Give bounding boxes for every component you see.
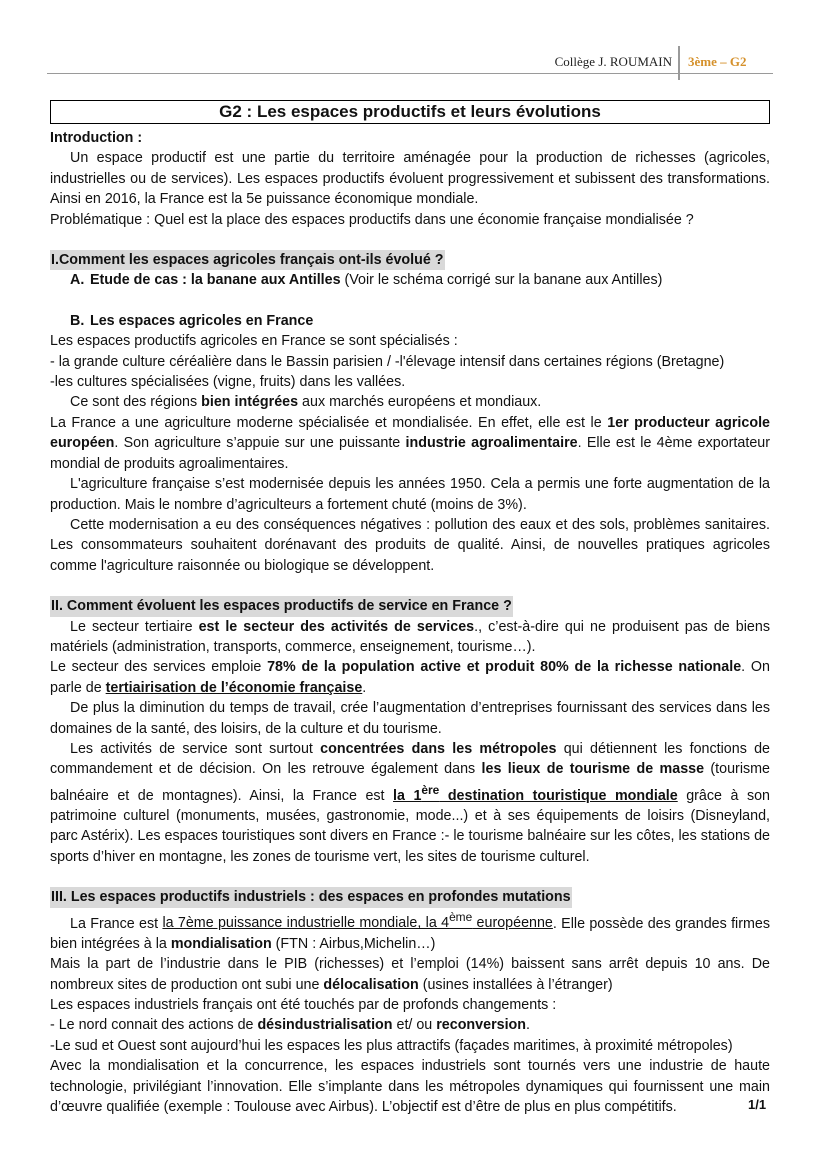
header-divider — [678, 46, 680, 80]
document-body — [50, 100, 770, 1117]
s1-paragraph-6: L'agriculture française s’est modernisée depuis les années 1950. Cela a permis une forte augmentation de la production. Mais le nombre d’agriculteurs a fortement chuté (moins de 3%). — [50, 476, 770, 513]
s3-paragraph-6: Avec la mondialisation et la concurrence, les espaces industriels sont tournés vers une industrie de haute technologie, privilégiant l’innovation. Elle s’implante dans les métropoles dynamiques qui fournissent une main d’œuvre qualifiée (exemple : Toulouse avec Airbus). L’objectif est d’être de plus en plus compétitifs. — [50, 1058, 770, 1115]
s3-line-5: -Le sud et Ouest sont aujourd’hui les espaces les plus attractifs (façades maritimes, à proximité métropoles) — [50, 1037, 733, 1054]
s1-line-3: -les cultures spécialisées (vigne, fruits) dans les vallées. — [50, 374, 406, 391]
s2-paragraph-4: Les activités de service sont surtout concentrées dans les métropoles qui détiennent les fonctions de commandement et de décision. On les retrouve également dans les lieux de tourisme de masse (tourisme balnéaire et de montagnes). Ainsi, la France est la 1ère destination touristique mondiale grâce à son patrimoine culturel (monuments, musées, gastronomie, mode...) et à ses équipements de loisirs (Disneyland, parc Astérix). Les espaces touristiques sont divers en France :- le tourisme balnéaire sur les côtes, les stations de sports d’hiver en montagne, les zones de tourisme vert, les sites de tourisme culturel. — [50, 740, 771, 865]
s3-line-4: - Le nord connait des actions de désindustrialisation et/ ou reconversion. — [50, 1017, 531, 1034]
page-header — [0, 46, 820, 78]
school-name: Collège J. ROUMAIN — [554, 54, 672, 69]
subsection-b: B. Les espaces agricoles en France — [70, 312, 314, 329]
section-2-heading: II. Comment évoluent les espaces productifs de service en France ? — [50, 596, 770, 616]
intro-heading: Introduction : — [50, 130, 143, 146]
s1-line-1: Les espaces productifs agricoles en France se sont spécialisés : — [50, 333, 458, 350]
s1-line-2: - la grande culture céréalière dans le Bassin parisien / -l'élevage intensif dans certaines régions (Bretagne) — [50, 353, 725, 370]
s3-paragraph-2: Mais la part de l’industrie dans le PIB (richesses) et l’emploi (14%) baissent sans arrêt depuis 10 ans. De nombreux sites de production ont subi une délocalisation (usines installées à l’étranger) — [50, 956, 770, 993]
s1-line-4: Ce sont des régions bien intégrées aux marchés européens et mondiaux. — [70, 394, 542, 411]
class-label: 3ème – G2 — [688, 54, 747, 69]
s3-paragraph-1: La France est la 7ème puissance industrielle mondiale, la 4ème européenne. Elle possède des grandes firmes bien intégrées à la mondialisation (FTN : Airbus,Michelin…) — [50, 910, 771, 952]
section-1-heading: I.Comment les espaces agricoles français ont-ils évolué ? — [50, 250, 770, 270]
section-3-heading: III. Les espaces productifs industriels : des espaces en profondes mutations — [50, 887, 770, 907]
intro-paragraph: Un espace productif est une partie du territoire aménagée pour la production de richesses (agricoles, industrielles ou de services). Les espaces productifs évoluent progressivement et subissent des transformations. Ainsi en 2016, la France est la 5e puissance économique mondiale. — [50, 150, 770, 208]
s3-line-3: Les espaces industriels français ont été touchés par de profonds changements : — [50, 996, 557, 1013]
s2-paragraph-2: Le secteur des services emploie 78% de la population active et produit 80% de la richesse nationale. On parle de tertiairisation de l’économie française. — [50, 659, 770, 696]
s2-paragraph-1: Le secteur tertiaire est le secteur des activités de services., c’est-à-dire qui ne produisent pas de biens matériels (administration, transports, commerce, enseignement, tourisme…). — [50, 618, 770, 655]
s2-paragraph-3: De plus la diminution du temps de travail, crée l’augmentation d’entreprises fournissant des services dans les domaines de la santé, des loisirs, de la culture et du tourisme. — [50, 700, 770, 737]
document-title: G2 : Les espaces productifs et leurs évolutions — [50, 100, 770, 124]
header-rule — [47, 73, 773, 74]
s1-paragraph-5: La France a une agriculture moderne spécialisée et mondialisée. En effet, elle est le 1er producteur agricole européen. Son agriculture s’appuie sur une puissante industrie agroalimentaire. Elle est le 4ème exportateur mondial de produits agroalimentaires. — [50, 414, 770, 472]
page-number: 1/1 — [748, 1097, 767, 1112]
subsection-a: A. Etude de cas : la banane aux Antilles (Voir le schéma corrigé sur la banane aux Antilles) — [70, 272, 663, 289]
problematique: Problématique : Quel est la place des espaces productifs dans une économie française mondialisée ? — [50, 211, 694, 228]
s1-paragraph-7: Cette modernisation a eu des conséquences négatives : pollution des eaux et des sols, problèmes sanitaires. Les consommateurs souhaitent dorénavant des produits de qualité. Ainsi, de nouvelles pratiques agricoles comme l'agriculture raisonnée ou biologique se développent. — [50, 516, 770, 574]
